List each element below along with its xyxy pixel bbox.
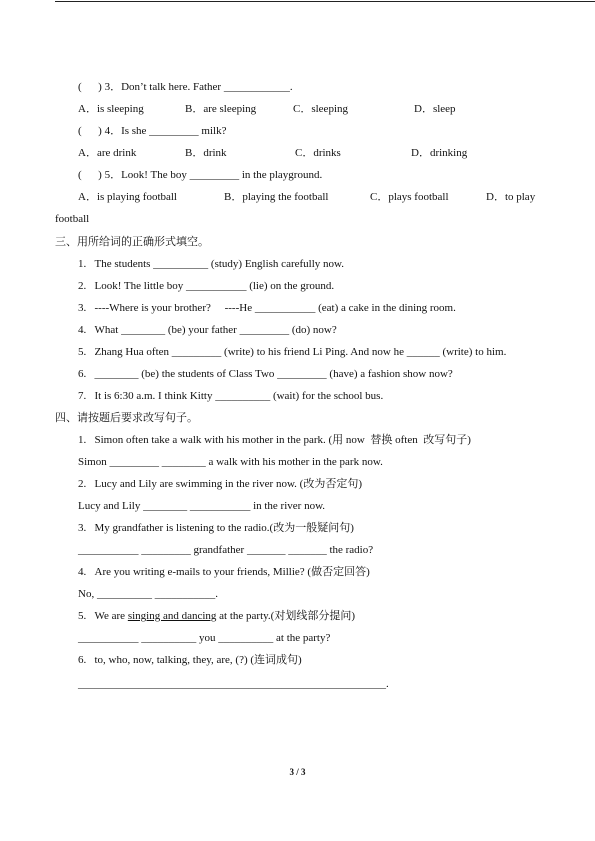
fill-item-6 [78, 367, 453, 381]
rewrite-answer-6: ________________________________________________________. [78, 678, 389, 690]
item-text: Simon often take a walk with his mother in the park. (用 now 替换 often 改写句子) [94, 434, 471, 446]
rewrite-answer-5: ___________ __________ you __________ at the party? [78, 632, 331, 644]
item-text: Zhang Hua often _________ (write) to his friend Li Ping. And now he ______ (write) to him. [94, 346, 507, 358]
fill-item-4 [78, 323, 337, 337]
fill-item-5 [78, 345, 506, 359]
item-text: Lucy and Lily are swimming in the river now. (改为否定句) [94, 478, 363, 490]
option-a: A．are drink [78, 147, 137, 159]
top-rule [55, 1, 595, 2]
rewrite-item-2 [78, 477, 362, 491]
option-c: C．plays football [370, 191, 449, 203]
rewrite-answer-2: Lucy and Lily ________ ___________ in the river now. [78, 500, 326, 512]
option-d: D．drinking [411, 147, 468, 159]
fill-item-1 [78, 257, 344, 271]
item-text: to, who, now, talking, they, are, (?) (连词成句) [94, 654, 302, 666]
item-number: 5. [78, 610, 87, 622]
option-b: B．are sleeping [185, 103, 257, 115]
rewrite-answer-3: ___________ _________ grandfather _______ _______ the radio? [78, 544, 374, 556]
item-number: 5. [78, 346, 87, 358]
item-number: 7. [78, 390, 87, 402]
rewrite-item-3 [78, 521, 354, 535]
option-d: D．to play [486, 191, 536, 203]
option-a: A．is playing football [78, 191, 177, 203]
item-text-post: at the party.(对划线部分提问) [216, 610, 356, 622]
item-number: 3. [78, 302, 87, 314]
section-4-heading: 四、请按题后要求改写句子。 [55, 412, 198, 424]
option-b: B．playing the football [224, 191, 329, 203]
item-number: 4. [78, 566, 87, 578]
section-3-heading: 三、用所给词的正确形式填空。 [55, 236, 209, 248]
item-number: 1. [78, 258, 87, 270]
mc-question-5: ( ) 5．Look! The boy _________ in the playground. [78, 169, 323, 181]
underlined-phrase: singing and dancing [127, 610, 217, 622]
option-a: A．is sleeping [78, 103, 144, 115]
item-text: ----Where is your brother? ----He ___________ (eat) a cake in the dining room. [94, 302, 456, 314]
rewrite-item-1 [78, 433, 471, 447]
item-number: 1. [78, 434, 87, 446]
item-text: The students __________ (study) English carefully now. [94, 258, 344, 270]
item-number: 4. [78, 324, 87, 336]
item-text: Look! The little boy ___________ (lie) on the ground. [94, 280, 335, 292]
item-number: 3. [78, 522, 87, 534]
option-d: D．sleep [414, 103, 456, 115]
item-number: 2. [78, 280, 87, 292]
item-text: ________ (be) the students of Class Two _________ (have) a fashion show now? [94, 368, 453, 380]
mc-question-4: ( ) 4．Is she _________ milk? [78, 125, 227, 137]
rewrite-item-5 [78, 609, 355, 623]
item-text: Are you writing e-mails to your friends, Millie? (做否定回答) [94, 566, 370, 578]
item-text: What ________ (be) your father _________ (do) now? [94, 324, 337, 336]
option-b: B．drink [185, 147, 227, 159]
item-text: My grandfather is listening to the radio.(改为一般疑问句) [94, 522, 354, 534]
item-text-pre: We are [94, 610, 128, 622]
item-number: 6. [78, 654, 87, 666]
fill-item-3 [78, 301, 456, 315]
option-c: C．sleeping [293, 103, 348, 115]
rewrite-item-4 [78, 565, 370, 579]
mc-question-3: ( ) 3．Don’t talk here. Father ____________. [78, 81, 293, 93]
option-d-wrap: football [55, 213, 90, 225]
item-text: It is 6:30 a.m. I think Kitty __________ (wait) for the school bus. [94, 390, 384, 402]
fill-item-2 [78, 279, 334, 293]
rewrite-answer-4: No, __________ ___________. [78, 588, 218, 600]
rewrite-item-6 [78, 653, 302, 667]
fill-item-7 [78, 389, 383, 403]
rewrite-answer-1: Simon _________ ________ a walk with his mother in the park now. [78, 456, 383, 468]
item-number: 6. [78, 368, 87, 380]
option-c: C．drinks [295, 147, 341, 159]
item-number: 2. [78, 478, 87, 490]
page-number: 3 / 3 [289, 767, 306, 777]
